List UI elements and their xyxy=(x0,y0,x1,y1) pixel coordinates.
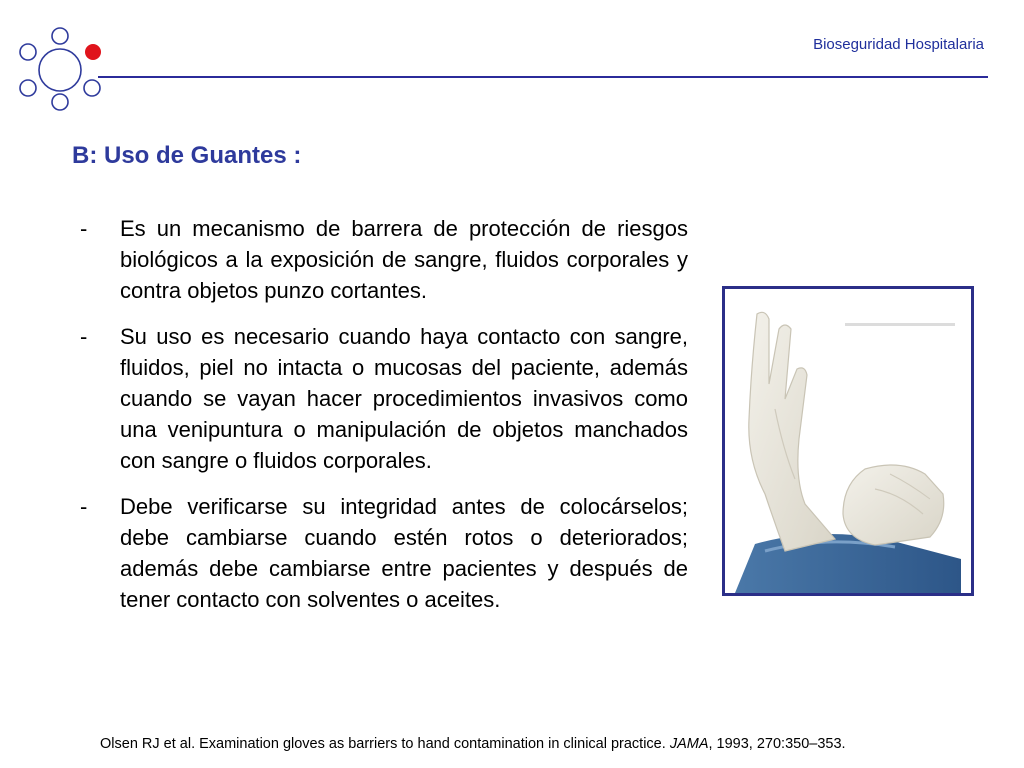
bullet-item xyxy=(80,321,688,476)
circles-logo-icon xyxy=(0,0,120,120)
bullet-text: Debe verificarse su integridad antes de colocárselos; debe cambiarse cuando estén rotos o deteriorados; además debe cambiarse entre pacientes y después de tener contacto con solventes o aceites. xyxy=(120,494,688,612)
citation-details: , 1993, 270:350–353. xyxy=(708,736,846,752)
header-divider xyxy=(98,76,988,78)
bullet-marker: - xyxy=(80,324,88,349)
bullet-text: Su uso es necesario cuando haya contacto con sangre, fluidos, piel no intacta o mucosas del paciente, además cuando se vayan hacer procedimientos invasivos como una venipuntura o manipulación de objetos manchados con sangre o fluidos corporales. xyxy=(120,324,688,473)
bullet-marker: - xyxy=(80,216,88,241)
bullet-text: Es un mecanismo de barrera de protección de riesgos biológicos a la exposición de sangre, fluidos corporales y contra objetos punzo cortantes. xyxy=(120,216,688,303)
bullet-marker: - xyxy=(80,494,88,519)
gloved-hand-photo-icon xyxy=(725,289,971,593)
bullet-list xyxy=(80,213,688,630)
header-title: Bioseguridad Hospitalaria xyxy=(813,36,984,53)
bullet-item xyxy=(80,491,688,615)
citation xyxy=(100,736,846,752)
slide-title: B: Uso de Guantes : xyxy=(72,142,302,169)
citation-journal: JAMA xyxy=(669,736,709,752)
glove-photo xyxy=(722,286,974,596)
citation-text: Olsen RJ et al. Examination gloves as barriers to hand contamination in clinical practice. xyxy=(100,736,670,752)
bullet-item xyxy=(80,213,688,306)
